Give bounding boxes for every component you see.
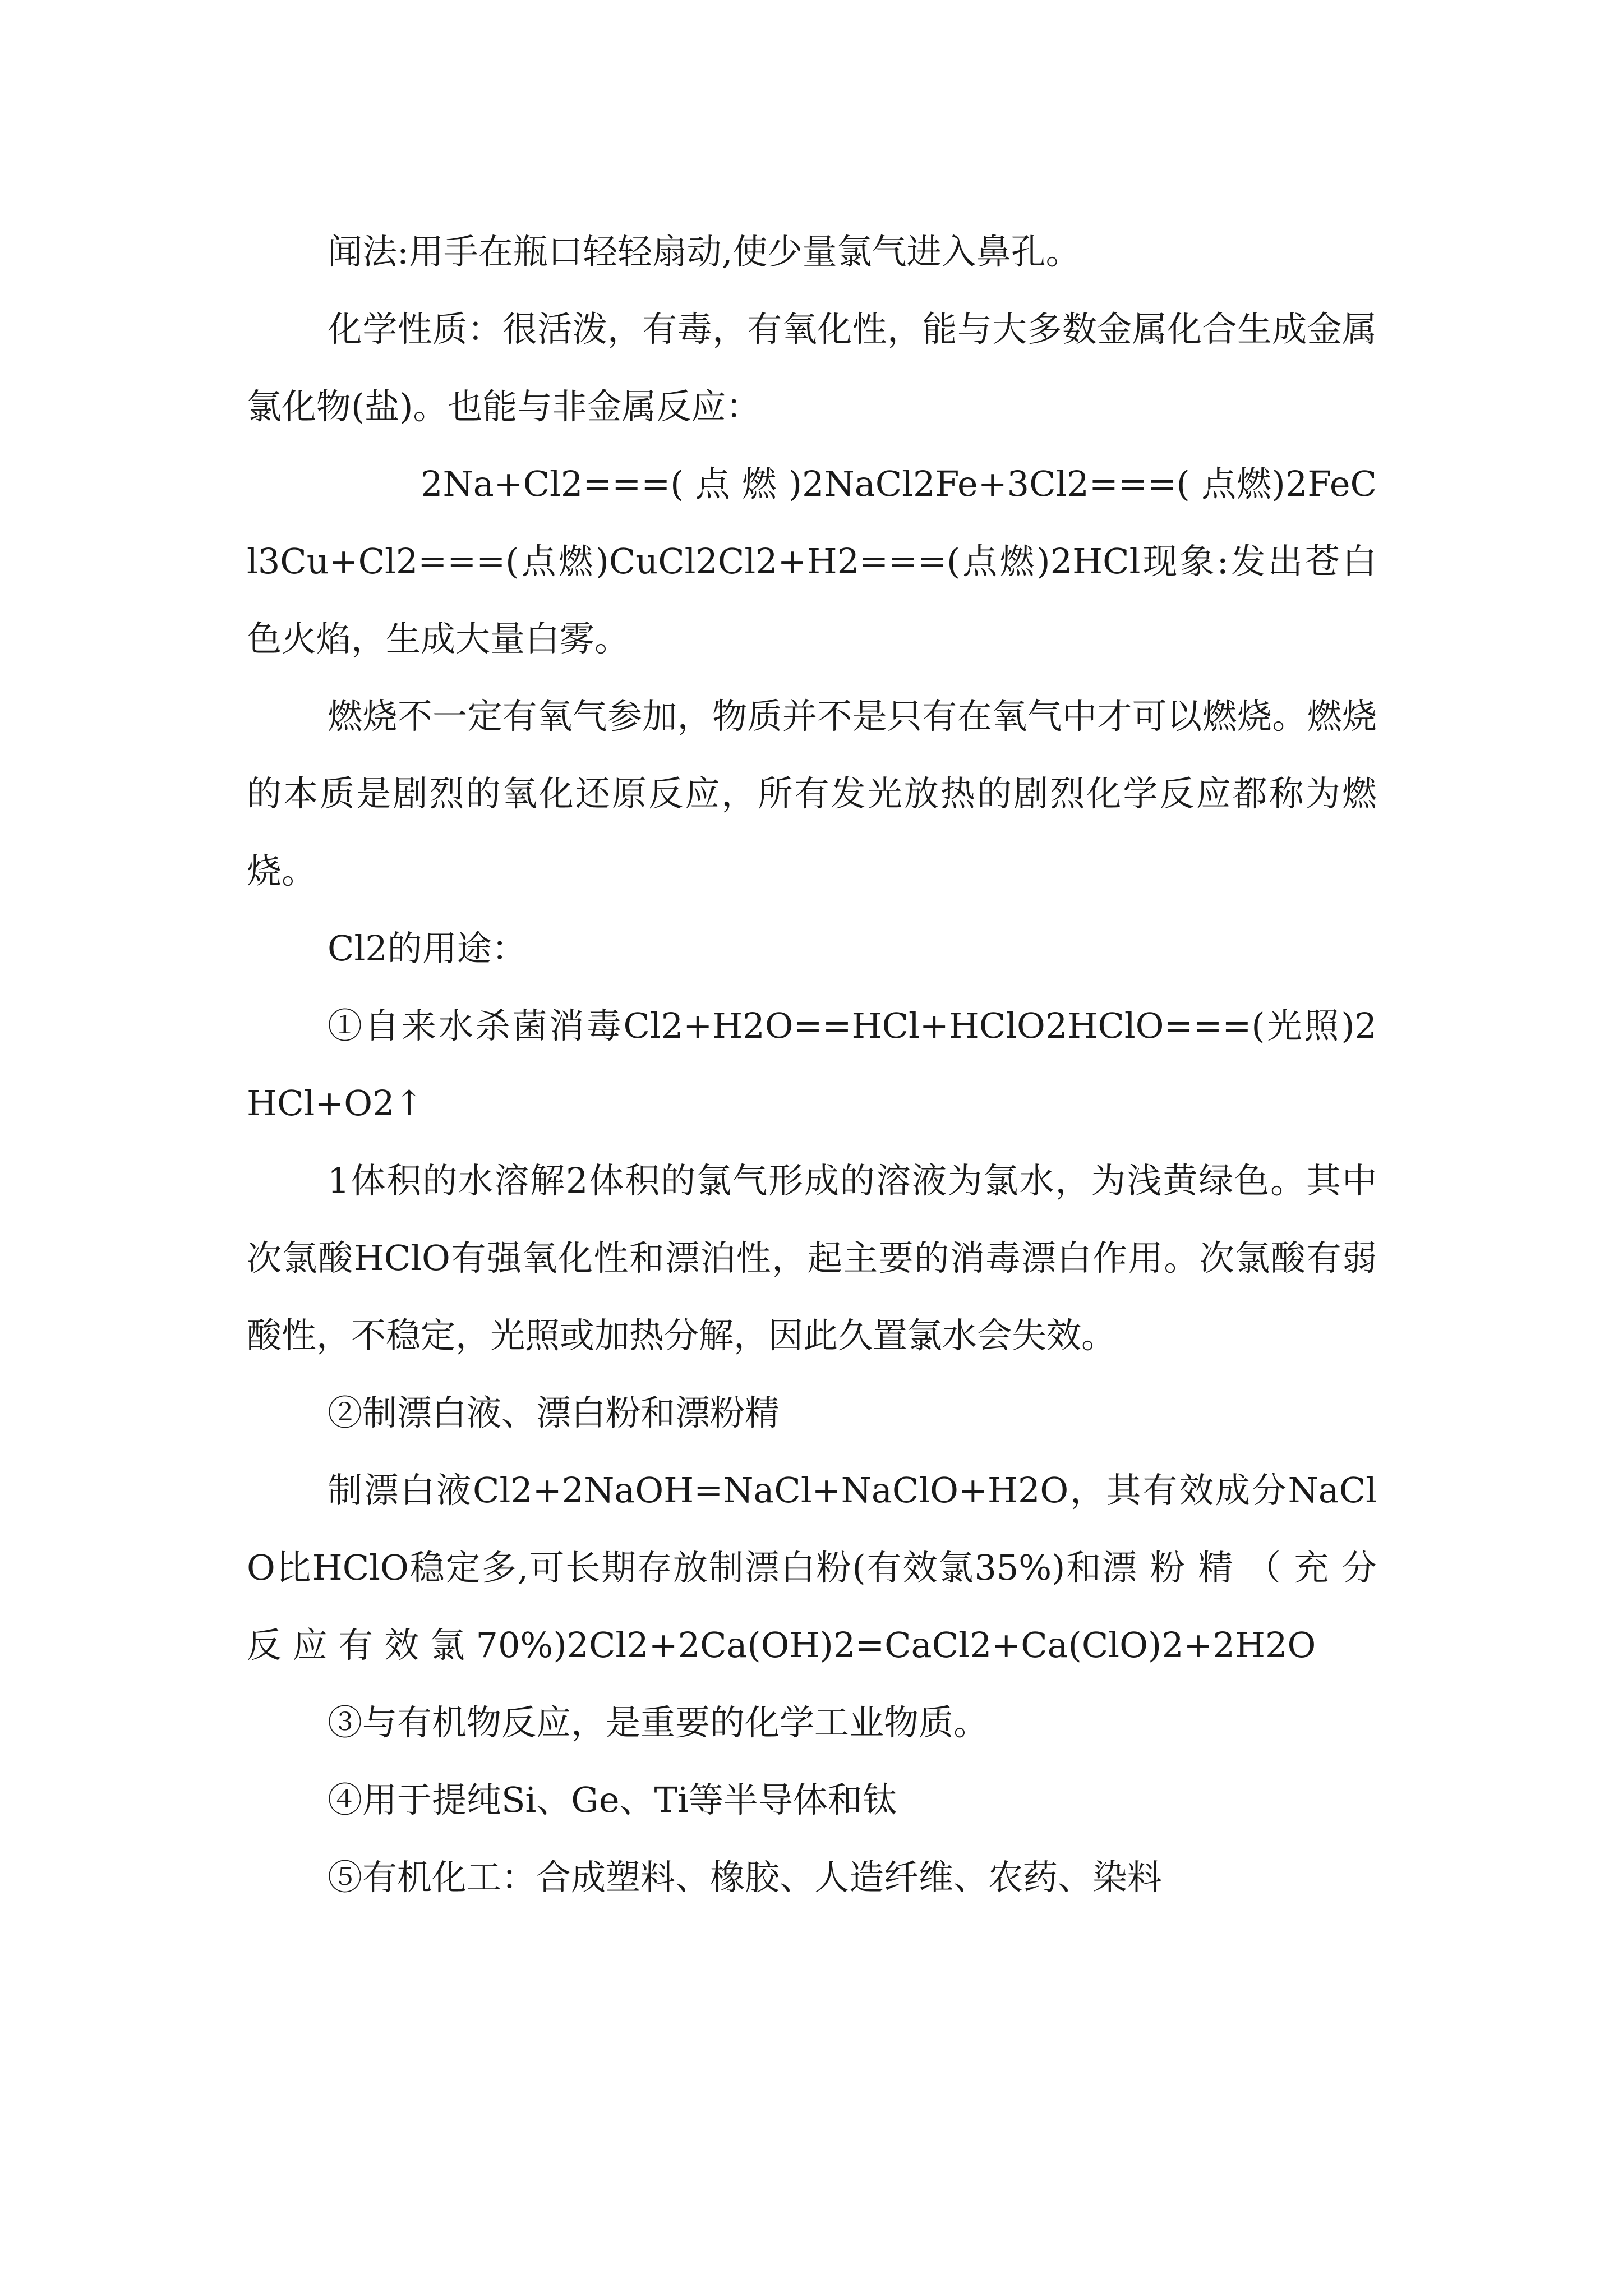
paragraph-chlorine-water: 1体积的水溶解2体积的氯气形成的溶液为氯水，为浅黄绿色。其中次氯酸HClO有强氧化性和漂泊性，起主要的消毒漂白作用。次氯酸有弱酸性，不稳定，光照或加热分解，因此久置氯水会失效。 [247, 1160, 1377, 1356]
paragraph-smell-method: 闻法:用手在瓶口轻轻扇动,使少量氯气进入鼻孔。 [328, 231, 1081, 272]
paragraph-combustion-nature: 燃烧不一定有氧气参加，物质并不是只有在氧气中才可以燃烧。燃烧的本质是剧烈的氧化还原反应，所有发光放热的剧烈化学反应都称为燃烧。 [247, 696, 1377, 891]
paragraph-uses-heading: Cl2的用途： [328, 928, 527, 969]
paragraph-chemical-properties: 化学性质：很活泼，有毒，有氧化性，能与大多数金属化合生成金属氯化物(盐)。也能与非金属反应： [247, 309, 1377, 427]
paragraph-use-organic-chemical: ⑤有机化工：合成塑料、橡胶、人造纤维、农药、染料 [328, 1857, 1163, 1898]
paragraph-bleach-equations: 制漂白液Cl2+2NaOH=NaCl+NaClO+H2O，其有效成分NaClO比HClO稳定多,可长期存放制漂白粉(有效氯35%)和漂 粉 精 （ 充 分 反 应 有 效 氯 70%)2Cl2+2Ca(OH)2=CaCl2+Ca(ClO)2+2H2O [247, 1470, 1377, 1665]
paragraph-use-organic: ③与有机物反应，是重要的化学工业物质。 [328, 1702, 989, 1743]
paragraph-use-bleach: ②制漂白液、漂白粉和漂粉精 [328, 1392, 780, 1433]
paragraph-use-semiconductor: ④用于提纯Si、Ge、Ti等半导体和钛 [328, 1779, 897, 1820]
document-body [247, 213, 1377, 1916]
paragraph-use-disinfection: ①自来水杀菌消毒Cl2+H2O==HCl+HClO2HClO===(光照)2HCl+O2↑ [247, 1005, 1377, 1124]
paragraph-combustion-equations: 2Na+Cl2===( 点 燃 )2NaCl2Fe+3Cl2===( 点燃)2FeCl3Cu+Cl2===(点燃)CuCl2Cl2+H2===(点燃)2HCl现象:发出苍白色火焰，生成大量白雾。 [247, 463, 1377, 659]
